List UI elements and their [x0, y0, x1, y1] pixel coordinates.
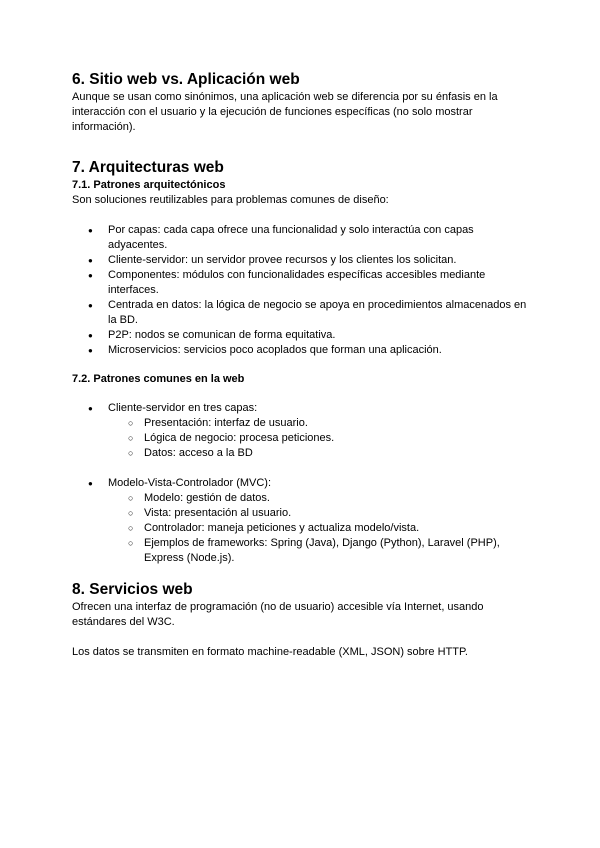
- section-6: [72, 70, 532, 135]
- subsection-7-1-intro: Son soluciones reutilizables para problemas comunes de diseño:: [72, 194, 389, 206]
- section-8-paragraph-1: Ofrecen una interfaz de programación (no de usuario) accesible vía Internet, usando estándares del W3C.: [72, 601, 484, 628]
- sublist-item: ○ Presentación: interfaz de usuario.: [108, 416, 532, 431]
- subsection-7-1-title: 7.1. Patrones arquitectónicos: [72, 179, 226, 191]
- section-8-paragraph-2: Los datos se transmiten en formato machine-readable (XML, JSON) sobre HTTP.: [72, 646, 468, 658]
- section-7-title: 7. Arquitecturas web: [72, 159, 224, 176]
- sublist-item: ○ Datos: acceso a la BD: [108, 446, 532, 461]
- list-item-mvc: [72, 476, 532, 566]
- three-tier-label: Cliente-servidor en tres capas:: [108, 402, 258, 414]
- section-7: [72, 158, 532, 566]
- section-8: [72, 580, 532, 660]
- mvc-sublist: [108, 491, 532, 566]
- subsection-7-2-title: 7.2. Patrones comunes en la web: [72, 373, 245, 385]
- sublist-item: ○ Ejemplos de frameworks: Spring (Java), Django (Python), Laravel (PHP), Express (Node.js).: [108, 536, 532, 566]
- list-item: ● Cliente-servidor: un servidor provee recursos y los clientes los solicitan.: [72, 253, 532, 268]
- list-item: ● Por capas: cada capa ofrece una funcionalidad y solo interactúa con capas adyacentes.: [72, 223, 532, 253]
- list-item: ● Componentes: módulos con funcionalidades específicas accesibles mediante interfaces.: [72, 268, 532, 298]
- list-item: ● P2P: nodos se comunican de forma equitativa.: [72, 328, 532, 343]
- section-6-body: Aunque se usan como sinónimos, una aplicación web se diferencia por su énfasis en la interacción con el usuario y la ejecución de funciones específicas (no solo mostrar información).: [72, 91, 498, 133]
- list-item: ● Centrada en datos: la lógica de negocio se apoya en procedimientos almacenados en la BD.: [72, 298, 532, 328]
- three-tier-sublist: [108, 416, 532, 461]
- architectural-patterns-list: [72, 223, 532, 358]
- sublist-item: ○ Vista: presentación al usuario.: [108, 506, 532, 521]
- sublist-item: ○ Modelo: gestión de datos.: [108, 491, 532, 506]
- document-content: [72, 70, 532, 660]
- section-8-title: 8. Servicios web: [72, 581, 193, 598]
- mvc-label: Modelo-Vista-Controlador (MVC):: [108, 477, 272, 489]
- sublist-item: ○ Controlador: maneja peticiones y actualiza modelo/vista.: [108, 521, 532, 536]
- sublist-item: ○ Lógica de negocio: procesa peticiones.: [108, 431, 532, 446]
- list-item-three-tier: [72, 401, 532, 461]
- list-item: ● Microservicios: servicios poco acoplados que forman una aplicación.: [72, 343, 532, 358]
- web-patterns-list: [72, 401, 532, 566]
- section-6-title: 6. Sitio web vs. Aplicación web: [72, 71, 300, 88]
